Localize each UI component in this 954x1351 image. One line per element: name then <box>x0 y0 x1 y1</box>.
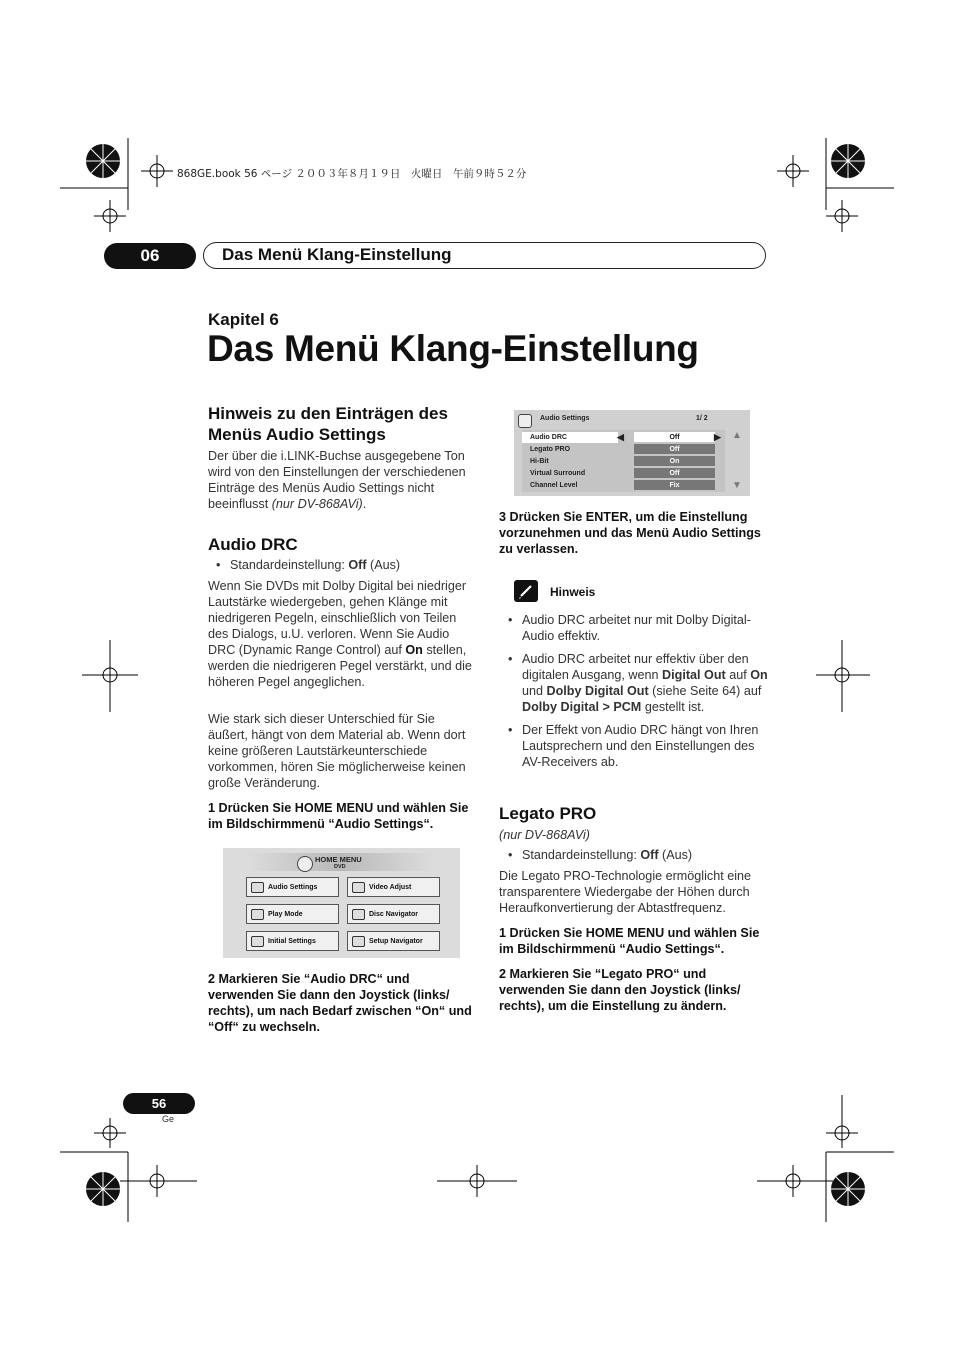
note-item: • Der Effekt von Audio DRC hängt von Ihren Lautsprechern und den Einstellungen des AV-Receivers ab. <box>508 722 770 770</box>
tv-icon <box>352 882 365 893</box>
default-setting-item: • Standardeinstellung: Off (Aus) <box>508 847 770 863</box>
initial-settings-button[interactable]: Initial Settings <box>246 931 339 951</box>
audio-settings-screenshot <box>514 410 750 496</box>
setting-row-virtual-surround[interactable]: Virtual Surround Off <box>522 468 725 479</box>
drc-paragraph-1: Wenn Sie DVDs mit Dolby Digital bei niedriger Lautstärke wiedergeben, gehen Klänge mit niedrigeren Pegeln, einschließlich von Teilen des Dialogs, u.U. verloren. Wenn Sie Audio DRC (Dynamic Range Control) auf On stellen, werden die niedrigeren Pegel verstärkt, und die höheren Pegel angeglichen. <box>208 579 472 689</box>
step-1-left: 1 Drücken Sie HOME MENU und wählen Sie im Bildschirmmenü “Audio Settings“. <box>208 801 469 831</box>
page-number-badge: 56 <box>123 1093 195 1114</box>
setup-navigator-button[interactable]: Setup Navigator <box>347 931 440 951</box>
section-title-audio-drc: Audio DRC <box>208 535 298 554</box>
chapter-number-badge: 06 <box>104 243 196 269</box>
disc-icon <box>297 856 313 872</box>
drc-paragraph-2: Wie stark sich dieser Unterschied für Sie äußert, hängt von dem Material ab. Wenn dort keine größeren Lautstärkeunterschiede vorkommen, hören Sie möglicherweise keinen große Veränderung. <box>208 712 466 790</box>
note-item: • Audio DRC arbeitet nur effektiv über den digitalen Ausgang, wenn Digital Out auf On und Dolby Digital Out (siehe Seite 64) auf Dolby Digital > PCM gestellt ist. <box>508 651 770 715</box>
video-adjust-button[interactable]: Video Adjust <box>347 877 440 897</box>
setting-row-channel-level[interactable]: Channel Level Fix <box>522 480 725 491</box>
home-menu-screenshot <box>223 848 460 958</box>
chapter-tab-title: Das Menü Klang-Einstellung <box>222 245 452 264</box>
note-title: Hinweis <box>550 585 596 599</box>
step-2-right: 2 Markieren Sie “Legato PRO“ und verwenden Sie dann den Joystick (links/ rechts), um die Einstellung zu ändern. <box>499 967 741 1013</box>
section-paragraph: Der über die i.LINK-Buchse ausgegebene Ton wird von den Einstellungen der verschiedenen Einträge des Menüs Audio Settings nicht beeinflusst (nur DV-868AVi). <box>208 449 466 511</box>
settings-list <box>522 430 725 492</box>
scroll-up-icon[interactable]: ▲ <box>732 430 742 441</box>
section-title-audio-settings-note: Hinweis zu den Einträgen des Menüs Audio Settings <box>208 404 448 444</box>
step-3-right: 3 Drücken Sie ENTER, um die Einstellung vorzunehmen und das Menü Audio Settings zu verlassen. <box>499 510 761 556</box>
navigator-icon <box>352 909 365 920</box>
speaker-icon <box>251 882 264 893</box>
page-title: Das Menü Klang-Einstellung <box>207 328 699 369</box>
note-pencil-icon <box>514 580 538 602</box>
default-setting-list <box>508 847 770 870</box>
play-mode-icon <box>251 909 264 920</box>
disc-navigator-button[interactable]: Disc Navigator <box>347 904 440 924</box>
chapter-label: Kapitel 6 <box>208 310 279 329</box>
default-setting-list <box>216 557 476 580</box>
setting-row-legato-pro[interactable]: Legato PRO Off <box>522 444 725 455</box>
setting-row-audio-drc[interactable]: Audio DRC ◀ Off ▶ <box>522 432 725 443</box>
home-menu-subtitle: DVD <box>334 864 346 870</box>
play-mode-button[interactable]: Play Mode <box>246 904 339 924</box>
legato-paragraph: Die Legato PRO-Technologie ermöglicht eine transparentere Wiedergabe der Höhen durch Heraufkonvertierung der Abtastfrequenz. <box>499 869 752 915</box>
speaker-icon <box>518 414 532 428</box>
section-title-legato-pro: Legato PRO <box>499 804 597 823</box>
audio-settings-title: Audio Settings <box>540 415 590 422</box>
step-1-right: 1 Drücken Sie HOME MENU und wählen Sie im Bildschirmmenü “Audio Settings“. <box>499 926 760 956</box>
note-list <box>508 612 770 777</box>
book-file-header: 868GE.book 56 ページ ２００３年８月１９日 火曜日 午前９時５２分 <box>177 168 527 180</box>
scroll-down-icon[interactable]: ▼ <box>732 480 742 491</box>
note-item: • Audio DRC arbeitet nur mit Dolby Digital-Audio effektiv. <box>508 612 770 644</box>
settings-icon <box>251 936 264 947</box>
arrow-left-icon: ◀ <box>617 432 624 442</box>
arrow-right-icon: ▶ <box>714 432 721 442</box>
home-menu-title: HOME MENU <box>315 855 362 864</box>
step-2-left: 2 Markieren Sie “Audio DRC“ und verwenden Sie dann den Joystick (links/ rechts), um nach Bedarf zwischen “On“ und “Off“ zu wechseln. <box>208 972 472 1034</box>
setup-icon <box>352 936 365 947</box>
page-indicator: 1/ 2 <box>696 415 708 422</box>
setting-row-hi-bit[interactable]: Hi-Bit On <box>522 456 725 467</box>
language-code: Ge <box>162 1114 175 1124</box>
audio-settings-button[interactable]: Audio Settings <box>246 877 339 897</box>
chapter-tab-title-box <box>203 242 766 269</box>
legato-model-note: (nur DV-868AVi) <box>499 828 590 842</box>
default-setting-item: • Standardeinstellung: Off (Aus) <box>216 557 476 573</box>
